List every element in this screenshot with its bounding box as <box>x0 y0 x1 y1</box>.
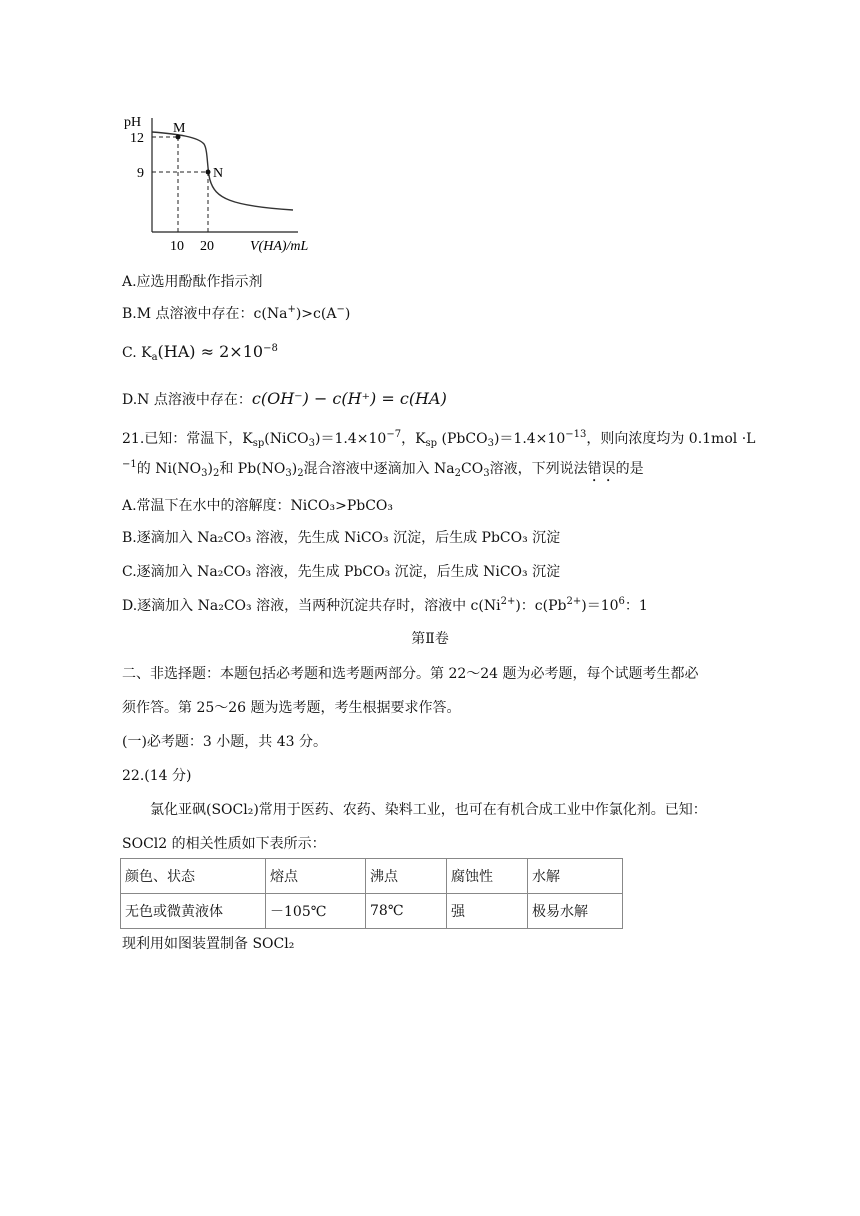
q21-stem-line2: $^{-1}$的 $Ni(NO_3)_2$和 $Pb(NO_3)_2$混合溶液中逐滴加入 $Na_2CO_3$溶液，下列说法错误的是 <box>122 459 644 479</box>
table-header-cell: 颜色、状态 <box>121 859 266 894</box>
q21-l2-e: 混合溶液中逐滴加入 Na <box>303 461 455 477</box>
q21-l1-b: (NiCO <box>264 431 309 447</box>
q20-b-mid: )>c(A <box>295 306 337 322</box>
q20-option-b: B.M 点溶液中存在：c(Na+)>c(A−) <box>122 304 351 322</box>
q21-l2-emphasis: 错误 <box>587 461 616 477</box>
q21-l2-c: ) <box>207 461 213 477</box>
q21-option-d <box>122 596 648 616</box>
q20-option-c <box>122 342 278 363</box>
q21-l1-g: ，则向浓度均为 0.1mol ·L <box>586 431 756 447</box>
q21-l2-h: 的是 <box>615 461 644 477</box>
table-header-cell: 沸点 <box>366 859 447 894</box>
q22-para1: 氯化亚砜(SOCl₂)常用于医药、农药、染料工业，也可在有机合成工业中作氯化剂。已知： <box>150 802 707 818</box>
q21-d-e: 6 <box>618 596 625 607</box>
section-intro-line2: 须作答。第 25～26 题为选考题，考生根据要求作答。 <box>122 700 461 716</box>
x-axis-label: V(HA)/mL <box>250 239 309 254</box>
q21-l1-d: ，K <box>401 431 426 447</box>
titration-curve-graph <box>118 110 338 260</box>
point-n <box>206 170 211 175</box>
q20-c-body: (HA) ≈ 2×10 <box>157 342 264 361</box>
table-cell: 极易水解 <box>528 894 623 929</box>
required-heading: (一)必考题：3 小题，共 43 分。 <box>122 734 327 750</box>
q21-l1-exp: −7 <box>386 429 402 440</box>
q21-l2-d: 和 Pb(NO <box>219 461 286 477</box>
q21-option-a: A.常温下在水中的溶解度：NiCO₃>PbCO₃ <box>122 498 394 514</box>
point-n-label: N <box>213 166 224 181</box>
q21-l2-a: −1 <box>122 459 137 470</box>
table-header-cell: 熔点 <box>266 859 366 894</box>
q21-l1-sp: sp <box>252 438 265 449</box>
q21-l1-f: )＝1.4×10 <box>493 431 566 447</box>
q20-c-sub: a <box>151 352 158 363</box>
y-axis-label: pH <box>124 115 142 130</box>
q20-option-d <box>122 389 447 410</box>
q21-l1-sp2: sp <box>425 438 438 449</box>
q21-l1-exp2: −13 <box>565 429 587 440</box>
q21-stem-line1: 21.已知：常温下，$K_{sp}(NiCO_3)=1.4\times 10^{-7}$，$K_{sp}$ $(PbCO_3)=1.4\times 10^{-13}$，则向浓度均为 0.1mol ·L <box>122 429 756 449</box>
q22-header: 22.(14 分) <box>122 768 192 784</box>
q21-option-b: B.逐滴加入 Na₂CO₃ 溶液，先生成 NiCO₃ 沉淀，后生成 PbCO₃ 沉淀 <box>122 530 561 546</box>
q21-option-c: C.逐滴加入 Na₂CO₃ 溶液，先生成 PbCO₃ 沉淀，后生成 NiCO₃ 沉淀 <box>122 564 561 580</box>
q20-d-formula: c(OH⁻) − c(H⁺) = c(HA) <box>251 389 447 408</box>
table-header-cell: 腐蚀性 <box>447 859 528 894</box>
section-title: 第Ⅱ卷 <box>411 631 449 647</box>
q21-l1-a: 21.已知：常温下，K <box>122 431 253 447</box>
q21-d-a: D.逐滴加入 Na₂CO₃ 溶液，当两种沉淀共存时，溶液中 c(Ni <box>122 598 501 614</box>
q21-l2-b: 的 Ni(NO <box>136 461 202 477</box>
q21-d-c: )：c(Pb <box>515 598 567 614</box>
q20-c-prefix: C. K <box>122 345 152 361</box>
q20-d-prefix: D.N 点溶液中存在： <box>122 392 252 408</box>
q20-b-end: ) <box>344 306 351 322</box>
q21-d-d: )＝10 <box>581 598 619 614</box>
q20-option-a <box>122 272 263 292</box>
table-header-row <box>121 859 623 894</box>
section-intro-line1: 二、非选择题：本题包括必考题和选考题两部分。第 22～24 题为必考题，每个试题考生都必 <box>122 666 699 682</box>
q21-l1-e: (PbCO <box>437 431 488 447</box>
q21-d-f: ：1 <box>624 598 648 614</box>
q21-l2-f: CO <box>461 461 484 477</box>
x-tick-20: 20 <box>200 239 214 254</box>
table-cell: 78℃ <box>366 894 447 929</box>
table-cell: 强 <box>447 894 528 929</box>
q21-d-b: 2+ <box>500 596 516 607</box>
q20-option-a-text: A.应选用酚酞作指示剂 <box>122 274 263 290</box>
table-header-cell: 水解 <box>528 859 623 894</box>
q22-footer: 现利用如图装置制备 SOCl₂ <box>122 936 295 952</box>
y-tick-12: 12 <box>130 131 144 146</box>
x-tick-10: 10 <box>170 239 184 254</box>
q22-para2: SOCl2 的相关性质如下表所示： <box>122 836 326 852</box>
q20-c-exp: −8 <box>263 343 278 354</box>
point-m-label: M <box>173 121 186 136</box>
q21-d-b2: 2+ <box>566 596 582 607</box>
q21-l2-g: 溶液，下列说法 <box>489 461 588 477</box>
table-cell: 无色或微黄液体 <box>121 894 266 929</box>
y-tick-9: 9 <box>137 166 144 181</box>
q21-l1-c: )＝1.4×10 <box>315 431 387 447</box>
q20-b-prefix: B.M 点溶液中存在：c(Na <box>122 306 288 322</box>
table-cell: －105℃ <box>266 894 366 929</box>
table-row <box>121 894 623 929</box>
socl2-properties-table <box>120 858 623 929</box>
